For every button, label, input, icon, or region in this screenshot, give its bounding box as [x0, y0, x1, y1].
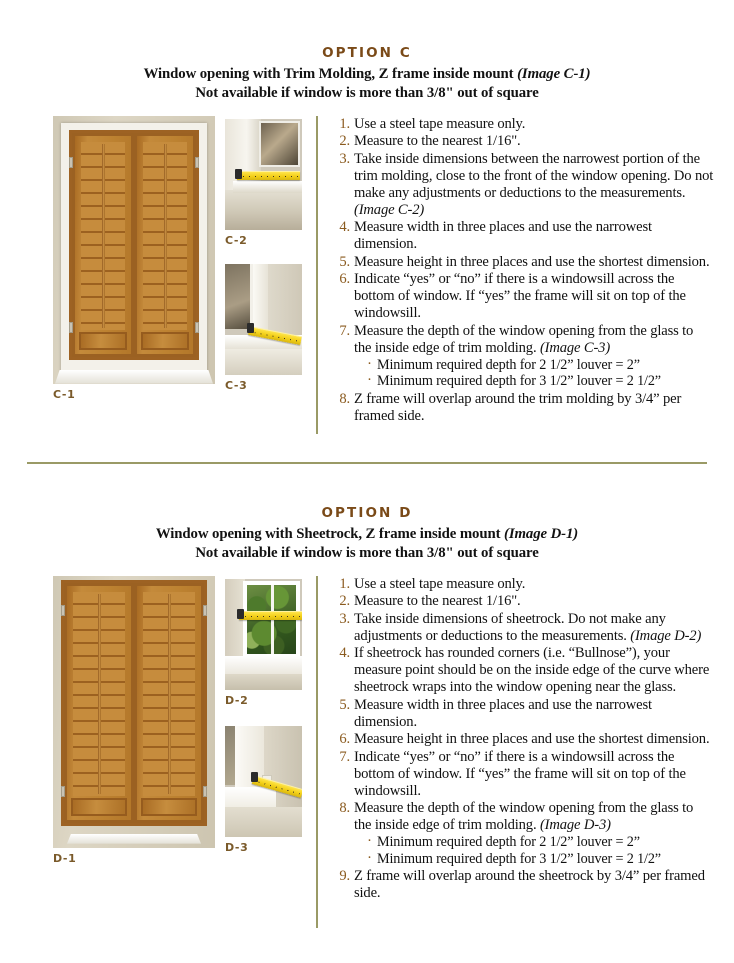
option-d-steps — [332, 576, 714, 903]
step-text: Measure width in three places and use the narrowest dimension. — [354, 219, 652, 253]
step-item — [332, 645, 714, 696]
photo-d1-shutter-sheetrock — [53, 576, 215, 848]
step-number: 9. — [339, 868, 350, 885]
step-sub-item: · Minimum required depth for 2 1/2” louver = 2” — [366, 357, 714, 374]
option-d-title: OPTION D — [321, 505, 413, 521]
photo-c2-wrap — [225, 119, 302, 247]
step-number: 5. — [339, 696, 350, 713]
option-c-subtitle-text: Window opening with Trim Molding, Z frame inside mount — [143, 66, 518, 82]
option-c-steps — [332, 116, 714, 426]
vertical-divider-c — [316, 116, 318, 434]
photo-c1-wrap — [53, 116, 215, 401]
step-text: Use a steel tape measure only. — [354, 575, 526, 592]
photo-d1-caption: D-1 — [53, 851, 77, 865]
step-sub-list — [354, 357, 714, 391]
step-text: Measure the depth of the window opening from the glass to the inside edge of trim molding. — [354, 322, 694, 356]
option-c-step-list — [332, 116, 714, 425]
step-text: Z frame will overlap around the sheetrock by 3/4” per framed side. — [354, 868, 705, 902]
step-sub-list — [354, 834, 714, 868]
option-c-subtitle-image-ref: (Image C-1) — [517, 66, 591, 82]
step-number: 1. — [339, 115, 350, 132]
step-item — [332, 611, 714, 645]
step-number: 7. — [339, 322, 350, 339]
photo-d3-wrap — [225, 726, 302, 854]
option-d-section — [0, 460, 734, 902]
step-text: Measure to the nearest 1/16". — [354, 593, 521, 610]
step-item — [332, 868, 714, 902]
step-number: 7. — [339, 748, 350, 765]
photo-c2-caption: C-2 — [225, 233, 248, 247]
step-item — [332, 151, 714, 219]
step-image-ref: (Image D-2) — [630, 627, 702, 644]
step-number: 4. — [339, 219, 350, 236]
step-number: 1. — [339, 575, 350, 592]
step-text: Measure to the nearest 1/16". — [354, 133, 521, 150]
vertical-divider-d — [316, 576, 318, 928]
step-number: 4. — [339, 645, 350, 662]
step-number: 3. — [339, 610, 350, 627]
step-item — [332, 800, 714, 868]
step-text: Measure height in three places and use the shortest dimension. — [354, 253, 710, 270]
step-image-ref: (Image C-2) — [354, 201, 425, 218]
step-number: 6. — [339, 271, 350, 288]
photo-d3-depth-measurement — [225, 726, 302, 837]
photo-c3-wrap — [225, 264, 302, 392]
photo-c3-depth-measurement — [225, 264, 302, 375]
step-number: 6. — [339, 731, 350, 748]
option-c-subtitle — [0, 61, 734, 84]
option-c-section — [0, 0, 734, 424]
step-item — [332, 254, 714, 271]
option-c-title: OPTION C — [322, 45, 412, 61]
step-item — [332, 323, 714, 391]
step-number: 8. — [339, 800, 350, 817]
step-text: Indicate “yes” or “no” if there is a windowsill across the bottom of window. If “yes” the frame will sit on top of the windowsill. — [354, 748, 686, 799]
step-text: Z frame will overlap around the trim molding by 3/4” per framed side. — [354, 390, 682, 424]
option-d-subtitle-text: Window opening with Sheetrock, Z frame inside mount — [155, 526, 505, 542]
step-text: Measure height in three places and use the shortest dimension. — [354, 731, 710, 748]
step-item — [332, 133, 714, 150]
step-item — [332, 576, 714, 593]
step-sub-item: · Minimum required depth for 3 1/2” louver = 2 1/2” — [366, 373, 714, 390]
step-number: 8. — [339, 390, 350, 407]
step-item — [332, 391, 714, 425]
photo-c1-caption: C-1 — [53, 387, 76, 401]
step-number: 2. — [339, 593, 350, 610]
step-text: Indicate “yes” or “no” if there is a windowsill across the bottom of window. If “yes” the frame will sit on top of the windowsill. — [354, 271, 686, 322]
option-c-note: Not available if window is more than 3/8" out of square — [195, 84, 539, 101]
step-number: 5. — [339, 253, 350, 270]
option-d-subtitle-image-ref: (Image D-1) — [504, 526, 579, 542]
photo-d2-width-measurement — [225, 579, 302, 690]
step-image-ref: (Image C-3) — [539, 339, 611, 356]
step-item — [332, 731, 714, 748]
step-sub-item: · Minimum required depth for 3 1/2” louver = 2 1/2” — [366, 851, 714, 868]
step-item — [332, 219, 714, 253]
step-text: If sheetrock has rounded corners (i.e. “Bullnose”), your measure point should be on the inside edge of the curve where sheetrock wraps into the window opening near the glass. — [354, 645, 710, 696]
step-number: 3. — [339, 150, 350, 167]
option-d-note: Not available if window is more than 3/8" out of square — [195, 544, 539, 561]
step-item — [332, 116, 714, 133]
step-text: Use a steel tape measure only. — [354, 115, 526, 132]
option-d-step-list — [332, 576, 714, 903]
step-item — [332, 697, 714, 731]
photo-d1-wrap — [53, 576, 215, 865]
photo-c1-shutter-with-trim — [53, 116, 215, 384]
step-number: 2. — [339, 133, 350, 150]
step-text: Take inside dimensions of sheetrock. Do not make any adjustments or deductions to the measurements. — [354, 610, 666, 644]
photo-c3-caption: C-3 — [225, 378, 248, 392]
step-text: Measure width in three places and use the narrowest dimension. — [354, 696, 652, 730]
photo-d3-caption: D-3 — [225, 840, 249, 854]
step-image-ref: (Image D-3) — [539, 817, 611, 834]
step-text: Take inside dimensions between the narrowest portion of the trim molding, close to the front of the window opening. Do not make any adjustments or deductions to the measurements. — [354, 150, 714, 201]
photo-d2-wrap — [225, 579, 302, 707]
step-item — [332, 749, 714, 800]
step-item — [332, 593, 714, 610]
photo-c2-width-measurement — [225, 119, 302, 230]
option-d-subtitle — [0, 521, 734, 544]
step-text: Measure the depth of the window opening from the glass to the inside edge of trim molding. — [354, 800, 694, 834]
step-sub-item: · Minimum required depth for 2 1/2” louver = 2” — [366, 834, 714, 851]
step-item — [332, 271, 714, 322]
photo-d2-caption: D-2 — [225, 693, 249, 707]
